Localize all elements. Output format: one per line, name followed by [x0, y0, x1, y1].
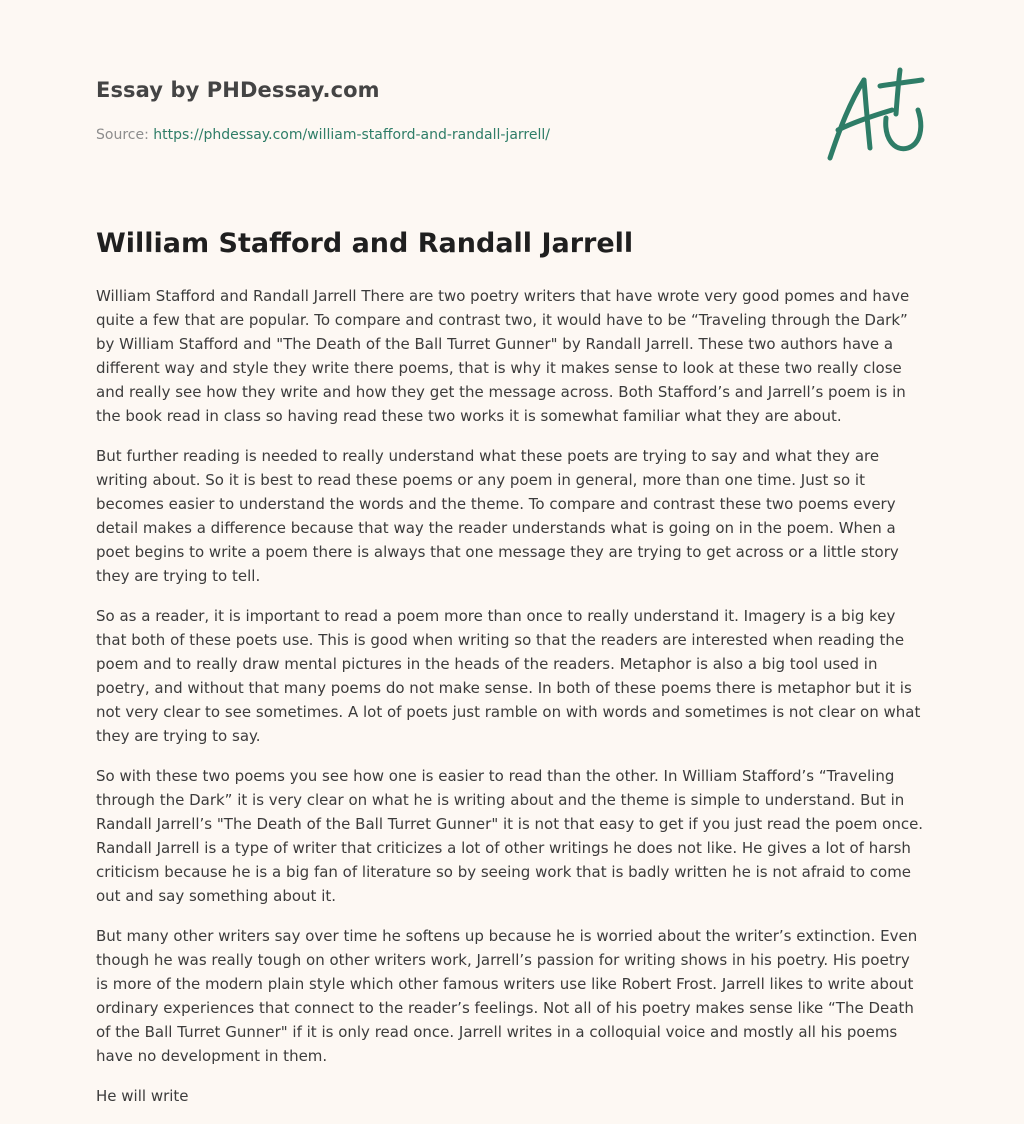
a-plus-logo-icon [820, 66, 930, 166]
brand-title: Essay by PHDessay.com [96, 78, 380, 102]
article-paragraph: But further reading is needed to really understand what these poets are trying to say and what they are writing about. So it is best to read these poems or any poem in general, more than one time. Just so it becomes easier to understand the words and the theme. To compare and contrast these two poems every detail makes a difference because that way the reader understands what is going on in the poem. When a poet begins to write a poem there is always that one message they are trying to get across or a little story they are trying to tell. [96, 447, 899, 585]
article-title: William Stafford and Randall Jarrell [96, 228, 634, 259]
source-label: Source: [96, 127, 154, 143]
page-header [96, 76, 796, 145]
article-paragraph: But many other writers say over time he softens up because he is worried about the writer’s extinction. Even though he was really tough on other writers work, Jarrell’s passion for writing shows in his poetry. His poetry is more of the modern plain style which other famous writers use like Robert Frost. Jarrell likes to write about ordinary experiences that connect to the reader’s feelings. Not all of his poetry makes sense like “The Death of the Ball Turret Gunner" if it is only read once. Jarrell writes in a colloquial voice and mostly all his poems have no development in them. [96, 927, 918, 1065]
source-link[interactable]: https://phdessay.com/william-stafford-and-randall-jarrell/ [153, 127, 550, 143]
article-paragraph: So with these two poems you see how one is easier to read than the other. In William Stafford’s “Traveling through the Dark” it is very clear on what he is writing about and the theme is simple to understand. But in Randall Jarrell’s "The Death of the Ball Turret Gunner" it is not that easy to get if you just read the poem once. Randall Jarrell is a type of writer that criticizes a lot of other writings he does not like. He gives a lot of harsh criticism because he is a big fan of literature so by seeing work that is badly written he is not afraid to come out and say something about it. [96, 767, 924, 905]
article-paragraph: William Stafford and Randall Jarrell There are two poetry writers that have wrote very good pomes and have quite a few that are popular. To compare and contrast two, it would have to be “Traveling through the Dark” by William Stafford and "The Death of the Ball Turret Gunner" by Randall Jarrell. These two authors have a different way and style they write there poems, that is why it makes sense to look at these two really close and really see how they write and how they get the message across. Both Stafford’s and Jarrell’s poem is in the book read in class so having read these two works it is somewhat familiar what they are about. [96, 287, 910, 425]
source-line [96, 125, 796, 145]
article-paragraph: So as a reader, it is important to read a poem more than once to really understand it. Imagery is a big key that both of these poets use. This is good when writing so that the readers are interested when reading the poem and to really draw mental pictures in the heads of the readers. Metaphor is also a big tool used in poetry, and without that many poems do not make sense. In both of these poems there is metaphor but it is not very clear to see sometimes. A lot of poets just ramble on with words and sometimes is not clear on what they are trying to say. [96, 607, 921, 745]
article-paragraph: He will write [96, 1087, 189, 1105]
article-body [96, 284, 926, 1124]
